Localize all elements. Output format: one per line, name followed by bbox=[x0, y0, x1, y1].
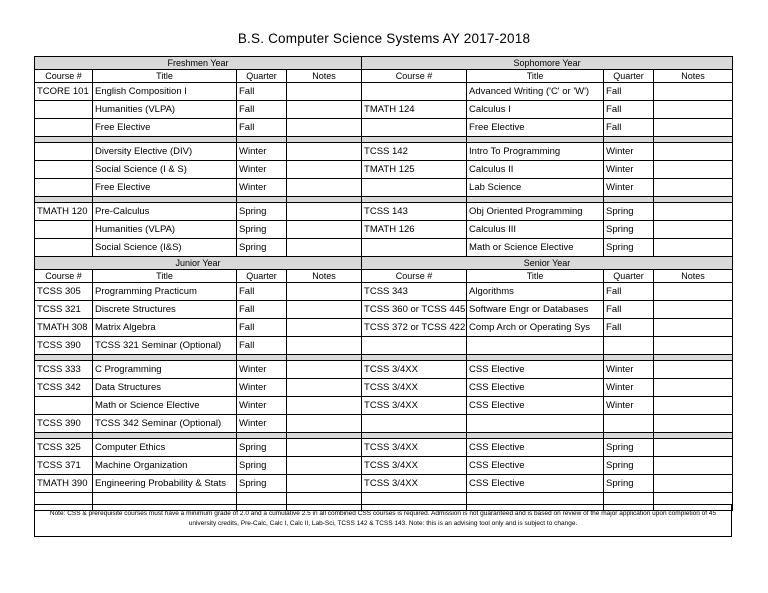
course-number-cell: TCSS 325 bbox=[35, 439, 93, 457]
notes-cell bbox=[287, 239, 362, 257]
course-number-cell bbox=[362, 239, 467, 257]
quarter-cell: Winter bbox=[604, 143, 654, 161]
notes-cell bbox=[654, 203, 733, 221]
table-row bbox=[35, 161, 733, 179]
course-title-cell: CSS Elective bbox=[467, 379, 604, 397]
notes-cell bbox=[287, 361, 362, 379]
notes-cell bbox=[287, 337, 362, 355]
course-number-cell: TMATH 308 bbox=[35, 319, 93, 337]
year-header-row bbox=[35, 57, 733, 70]
course-title-cell: Free Elective bbox=[93, 179, 237, 197]
column-header-row bbox=[35, 270, 733, 283]
course-title-cell: Diversity Elective (DIV) bbox=[93, 143, 237, 161]
course-title-cell: Calculus I bbox=[467, 101, 604, 119]
quarter-cell: Winter bbox=[604, 361, 654, 379]
course-title-cell: Algorithms bbox=[467, 283, 604, 301]
quarter-cell: Fall bbox=[237, 101, 287, 119]
notes-cell bbox=[654, 119, 733, 137]
course-number-cell bbox=[35, 119, 93, 137]
course-number-cell: TCSS 143 bbox=[362, 203, 467, 221]
course-number-cell bbox=[35, 143, 93, 161]
course-title-cell: English Composition I bbox=[93, 83, 237, 101]
year-heading: Freshmen Year bbox=[35, 57, 362, 70]
quarter-cell: Fall bbox=[237, 119, 287, 137]
quarter-cell: Winter bbox=[237, 379, 287, 397]
course-number-cell bbox=[35, 179, 93, 197]
quarter-cell: Winter bbox=[237, 179, 287, 197]
quarter-cell: Fall bbox=[604, 83, 654, 101]
notes-cell bbox=[654, 415, 733, 433]
course-title-cell: Free Elective bbox=[467, 119, 604, 137]
table-row bbox=[35, 239, 733, 257]
notes-cell bbox=[654, 179, 733, 197]
table-row bbox=[35, 475, 733, 493]
notes-cell bbox=[654, 337, 733, 355]
course-title-cell bbox=[467, 415, 604, 433]
course-number-cell: TCSS 321 bbox=[35, 301, 93, 319]
course-title-cell: Data Structures bbox=[93, 379, 237, 397]
notes-cell bbox=[287, 397, 362, 415]
notes-cell bbox=[287, 283, 362, 301]
quarter-cell: Winter bbox=[237, 415, 287, 433]
quarter-cell: Spring bbox=[237, 457, 287, 475]
quarter-cell: Winter bbox=[604, 397, 654, 415]
notes-cell bbox=[654, 301, 733, 319]
course-title-cell: Programming Practicum bbox=[93, 283, 237, 301]
table-row bbox=[35, 101, 733, 119]
column-header: Quarter bbox=[237, 70, 287, 83]
table-row bbox=[35, 457, 733, 475]
course-number-cell: TCSS 3/4XX bbox=[362, 439, 467, 457]
table-row bbox=[35, 415, 733, 433]
quarter-cell: Spring bbox=[604, 203, 654, 221]
quarter-cell: Winter bbox=[237, 143, 287, 161]
column-header: Course # bbox=[35, 270, 93, 283]
quarter-cell: Spring bbox=[604, 239, 654, 257]
course-title-cell: Machine Organization bbox=[93, 457, 237, 475]
year-heading: Junior Year bbox=[35, 257, 362, 270]
course-title-cell: Calculus III bbox=[467, 221, 604, 239]
notes-cell bbox=[654, 379, 733, 397]
table-row bbox=[35, 143, 733, 161]
quarter-cell: Fall bbox=[237, 319, 287, 337]
column-header-row bbox=[35, 70, 733, 83]
year-heading: Senior Year bbox=[362, 257, 733, 270]
course-number-cell bbox=[362, 119, 467, 137]
table-row bbox=[35, 397, 733, 415]
column-header: Quarter bbox=[237, 270, 287, 283]
course-number-cell bbox=[362, 179, 467, 197]
table-row bbox=[35, 221, 733, 239]
notes-cell bbox=[287, 203, 362, 221]
quarter-cell: Spring bbox=[237, 203, 287, 221]
table-row bbox=[35, 119, 733, 137]
table-row bbox=[35, 203, 733, 221]
notes-cell bbox=[287, 101, 362, 119]
course-title-cell: Matrix Algebra bbox=[93, 319, 237, 337]
quarter-cell: Fall bbox=[237, 283, 287, 301]
quarter-cell: Spring bbox=[604, 221, 654, 239]
quarter-cell: Fall bbox=[604, 319, 654, 337]
column-header: Title bbox=[93, 70, 237, 83]
notes-cell bbox=[287, 457, 362, 475]
quarter-cell: Spring bbox=[604, 439, 654, 457]
notes-cell bbox=[287, 143, 362, 161]
table-row bbox=[35, 361, 733, 379]
notes-cell bbox=[654, 361, 733, 379]
course-title-cell: CSS Elective bbox=[467, 361, 604, 379]
quarter-cell: Spring bbox=[237, 239, 287, 257]
page-title: B.S. Computer Science Systems AY 2017-2018 bbox=[237, 31, 531, 46]
notes-cell bbox=[654, 143, 733, 161]
course-title-cell bbox=[467, 337, 604, 355]
course-title-cell: Intro To Programming bbox=[467, 143, 604, 161]
notes-cell bbox=[654, 221, 733, 239]
course-title-cell: Software Engr or Databases bbox=[467, 301, 604, 319]
course-title-cell: Math or Science Elective bbox=[93, 397, 237, 415]
column-header: Quarter bbox=[604, 70, 654, 83]
notes-cell bbox=[287, 475, 362, 493]
course-number-cell: TCORE 101 bbox=[35, 83, 93, 101]
course-number-cell: TMATH 120 bbox=[35, 203, 93, 221]
course-title-cell: Advanced Writing ('C' or 'W') bbox=[467, 83, 604, 101]
quarter-cell: Fall bbox=[604, 283, 654, 301]
quarter-cell: Spring bbox=[237, 439, 287, 457]
course-number-cell: TCSS 3/4XX bbox=[362, 475, 467, 493]
quarter-cell: Winter bbox=[237, 397, 287, 415]
quarter-cell: Spring bbox=[237, 221, 287, 239]
quarter-cell: Winter bbox=[604, 379, 654, 397]
course-title-cell: Math or Science Elective bbox=[467, 239, 604, 257]
notes-cell bbox=[654, 439, 733, 457]
notes-cell bbox=[654, 101, 733, 119]
course-number-cell: TCSS 372 or TCSS 422 bbox=[362, 319, 467, 337]
course-number-cell bbox=[362, 83, 467, 101]
quarter-cell: Fall bbox=[237, 301, 287, 319]
notes-cell bbox=[287, 379, 362, 397]
course-number-cell: TCSS 142 bbox=[362, 143, 467, 161]
course-title-cell: TCSS 342 Seminar (Optional) bbox=[93, 415, 237, 433]
course-number-cell: TMATH 390 bbox=[35, 475, 93, 493]
course-title-cell: Social Science (I&S) bbox=[93, 239, 237, 257]
quarter-cell: Spring bbox=[604, 457, 654, 475]
course-number-cell: TCSS 343 bbox=[362, 283, 467, 301]
quarter-cell: Fall bbox=[604, 119, 654, 137]
course-number-cell: TMATH 125 bbox=[362, 161, 467, 179]
column-header: Title bbox=[467, 70, 604, 83]
table-row bbox=[35, 319, 733, 337]
table-row bbox=[35, 301, 733, 319]
course-number-cell bbox=[35, 101, 93, 119]
table-row bbox=[35, 337, 733, 355]
advising-note: Note: CSS & prerequisite courses must have a minimum grade of 2.0 and a cumulative 2.5 in all combined CSS courses is required. Admission is not guaranteed and is based on review of the major application upon completion of 45 university credits, Pre-Calc, Calc I, Calc II, Lab-Sci, TCSS 142 & TCSS 143. Note: this is an advising tool only and is subject to change. bbox=[34, 504, 732, 537]
course-title-cell: Obj Oriented Programming bbox=[467, 203, 604, 221]
column-header: Course # bbox=[362, 70, 467, 83]
year-header-row bbox=[35, 257, 733, 270]
course-title-cell: CSS Elective bbox=[467, 457, 604, 475]
course-title-cell: CSS Elective bbox=[467, 439, 604, 457]
course-number-cell: TCSS 390 bbox=[35, 415, 93, 433]
course-number-cell bbox=[35, 397, 93, 415]
notes-cell bbox=[287, 439, 362, 457]
course-title-cell: Humanities (VLPA) bbox=[93, 101, 237, 119]
quarter-cell bbox=[604, 415, 654, 433]
course-title-cell: Social Science (I & S) bbox=[93, 161, 237, 179]
column-header: Title bbox=[467, 270, 604, 283]
course-number-cell: TCSS 371 bbox=[35, 457, 93, 475]
course-title-cell: Free Elective bbox=[93, 119, 237, 137]
notes-cell bbox=[654, 83, 733, 101]
course-number-cell bbox=[35, 239, 93, 257]
notes-cell bbox=[287, 319, 362, 337]
quarter-cell: Spring bbox=[237, 475, 287, 493]
quarter-cell: Fall bbox=[237, 337, 287, 355]
notes-cell bbox=[654, 161, 733, 179]
notes-cell bbox=[654, 319, 733, 337]
column-header: Course # bbox=[35, 70, 93, 83]
quarter-cell: Winter bbox=[604, 179, 654, 197]
course-number-cell: TMATH 126 bbox=[362, 221, 467, 239]
notes-cell bbox=[654, 457, 733, 475]
course-number-cell bbox=[362, 415, 467, 433]
quarter-cell: Spring bbox=[604, 475, 654, 493]
column-header: Title bbox=[93, 270, 237, 283]
course-title-cell: Discrete Structures bbox=[93, 301, 237, 319]
course-title-cell: Engineering Probability & Stats bbox=[93, 475, 237, 493]
course-title-cell: Calculus II bbox=[467, 161, 604, 179]
quarter-cell: Winter bbox=[604, 161, 654, 179]
notes-cell bbox=[654, 239, 733, 257]
course-title-cell: Lab Science bbox=[467, 179, 604, 197]
quarter-cell: Winter bbox=[237, 361, 287, 379]
quarter-cell: Fall bbox=[604, 301, 654, 319]
notes-cell bbox=[654, 283, 733, 301]
notes-cell bbox=[287, 179, 362, 197]
course-title-cell: Computer Ethics bbox=[93, 439, 237, 457]
table-row bbox=[35, 179, 733, 197]
quarter-cell: Fall bbox=[237, 83, 287, 101]
course-number-cell: TCSS 3/4XX bbox=[362, 397, 467, 415]
course-title-cell: Pre-Calculus bbox=[93, 203, 237, 221]
course-number-cell: TCSS 333 bbox=[35, 361, 93, 379]
course-number-cell: TCSS 390 bbox=[35, 337, 93, 355]
course-number-cell: TMATH 124 bbox=[362, 101, 467, 119]
column-header: Notes bbox=[654, 270, 733, 283]
quarter-cell bbox=[604, 337, 654, 355]
course-number-cell bbox=[35, 221, 93, 239]
course-number-cell bbox=[35, 161, 93, 179]
notes-cell bbox=[287, 119, 362, 137]
course-number-cell bbox=[362, 337, 467, 355]
course-number-cell: TCSS 3/4XX bbox=[362, 457, 467, 475]
notes-cell bbox=[287, 161, 362, 179]
column-header: Notes bbox=[654, 70, 733, 83]
course-number-cell: TCSS 360 or TCSS 445 bbox=[362, 301, 467, 319]
table-row bbox=[35, 283, 733, 301]
table-row bbox=[35, 83, 733, 101]
course-title-cell: TCSS 321 Seminar (Optional) bbox=[93, 337, 237, 355]
notes-cell bbox=[287, 83, 362, 101]
course-title-cell: CSS Elective bbox=[467, 397, 604, 415]
course-number-cell: TCSS 3/4XX bbox=[362, 361, 467, 379]
column-header: Quarter bbox=[604, 270, 654, 283]
quarter-cell: Fall bbox=[604, 101, 654, 119]
course-number-cell: TCSS 305 bbox=[35, 283, 93, 301]
course-title-cell: Comp Arch or Operating Sys bbox=[467, 319, 604, 337]
notes-cell bbox=[287, 415, 362, 433]
notes-cell bbox=[654, 475, 733, 493]
course-number-cell: TCSS 342 bbox=[35, 379, 93, 397]
table-row bbox=[35, 439, 733, 457]
column-header: Notes bbox=[287, 70, 362, 83]
degree-plan-table bbox=[34, 56, 733, 511]
course-title-cell: Humanities (VLPA) bbox=[93, 221, 237, 239]
table-row bbox=[35, 379, 733, 397]
column-header: Notes bbox=[287, 270, 362, 283]
notes-cell bbox=[287, 301, 362, 319]
course-title-cell: C Programming bbox=[93, 361, 237, 379]
quarter-cell: Winter bbox=[237, 161, 287, 179]
course-number-cell: TCSS 3/4XX bbox=[362, 379, 467, 397]
notes-cell bbox=[654, 397, 733, 415]
column-header: Course # bbox=[362, 270, 467, 283]
notes-cell bbox=[287, 221, 362, 239]
course-title-cell: CSS Elective bbox=[467, 475, 604, 493]
year-heading: Sophomore Year bbox=[362, 57, 733, 70]
